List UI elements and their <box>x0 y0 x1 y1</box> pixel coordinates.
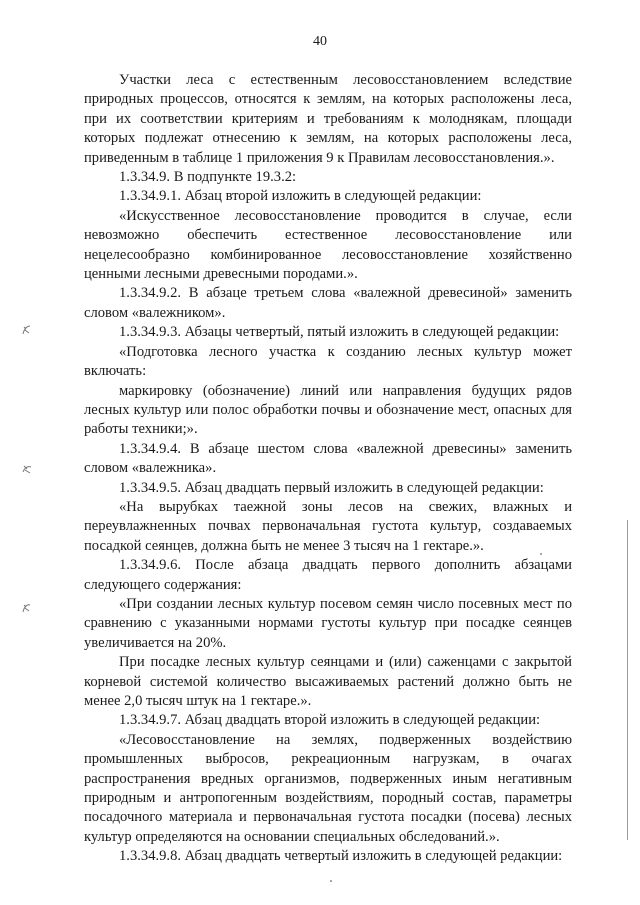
page-number: 40 <box>313 34 327 49</box>
paragraph: 1.3.34.9.5. Абзац двадцать первый изложить в следующей редакции: <box>119 479 544 496</box>
paragraph: 1.3.34.9.4. В абзаце шестом слова «валежной древесины» заменить словом «валежника». <box>84 440 572 477</box>
paragraph: 1.3.34.9.8. Абзац двадцать четвертый изложить в следующей редакции: <box>119 848 563 865</box>
paragraph: 1.3.34.9.7. Абзац двадцать второй изложить в следующей редакции: <box>119 712 541 729</box>
scan-edge-line <box>627 520 628 840</box>
paragraph: «На вырубках таежной зоны лесов на свежих, влажных и переувлажненных почвах первоначальная густота культур, создаваемых посадкой сеянцев, должна быть не менее 3 тысяч на 1 гектаре.». <box>84 498 572 554</box>
scan-mark-icon <box>20 462 34 476</box>
paragraph: 1.3.34.9.1. Абзац второй изложить в следующей редакции: <box>119 188 482 205</box>
paragraph: «Лесовосстановление на землях, подверженных воздействию промышленных выбросов, рекреационным нагрузкам, в очагах распространения вредных организмов, подверженных иным негативным природным и антропогенным воздействиям, породный состав, параметры посадочного материала и первоначальная густота посадки (посева) лесных культур определяются на основании специальных обследований.». <box>84 731 572 845</box>
paragraph: 1.3.34.9.3. Абзацы четвертый, пятый изложить в следующей редакции: <box>119 324 560 341</box>
scan-mark-icon <box>20 601 34 615</box>
paragraph: При посадке лесных культур сеянцами и (или) саженцами с закрытой корневой системой количество высаживаемых растений должно быть не менее 2,0 тысяч штук на 1 гектаре.». <box>84 654 572 709</box>
scan-speck <box>330 880 332 882</box>
scan-mark-icon <box>20 323 34 337</box>
paragraph: Участки леса с естественным лесовосстановлением вследствие природных процессов, относятся к землям, на которых расположены леса, при их соответствии критериям и требованиям к молоднякам, площади которых подлежат отнесению к землям, на которых расположены леса, приведенным в таблице 1 приложения 9 к Правилам лесовосстановления.». <box>84 72 572 166</box>
document-body <box>84 71 572 867</box>
paragraph: 1.3.34.9. В подпункте 19.3.2: <box>119 169 297 186</box>
paragraph: 1.3.34.9.2. В абзаце третьем слова «валежной древесиной» заменить словом «валежником». <box>84 285 572 321</box>
scan-speck <box>540 553 542 555</box>
paragraph: «Искусственное лесовосстановление проводится в случае, если невозможно обеспечить естественное лесовосстановление или нецелесообразно комбинированное лесовосстановление хозяйственно ценными лесными древесными породами.». <box>84 207 572 283</box>
paragraph: маркировку (обозначение) линий или направления будущих рядов лесных культур или полос обработки почвы и обозначение мест, опасных для работы техники;». <box>84 382 572 438</box>
paragraph: «Подготовка лесного участка к созданию лесных культур может включать: <box>84 343 572 380</box>
paragraph: «При создании лесных культур посевом семян число посевных мест по сравнению с указанными нормами густоты культур при посадке сеянцев увеличивается на 20%. <box>84 595 572 651</box>
paragraph: 1.3.34.9.6. После абзаца двадцать первого дополнить абзацами следующего содержания: <box>84 557 572 593</box>
